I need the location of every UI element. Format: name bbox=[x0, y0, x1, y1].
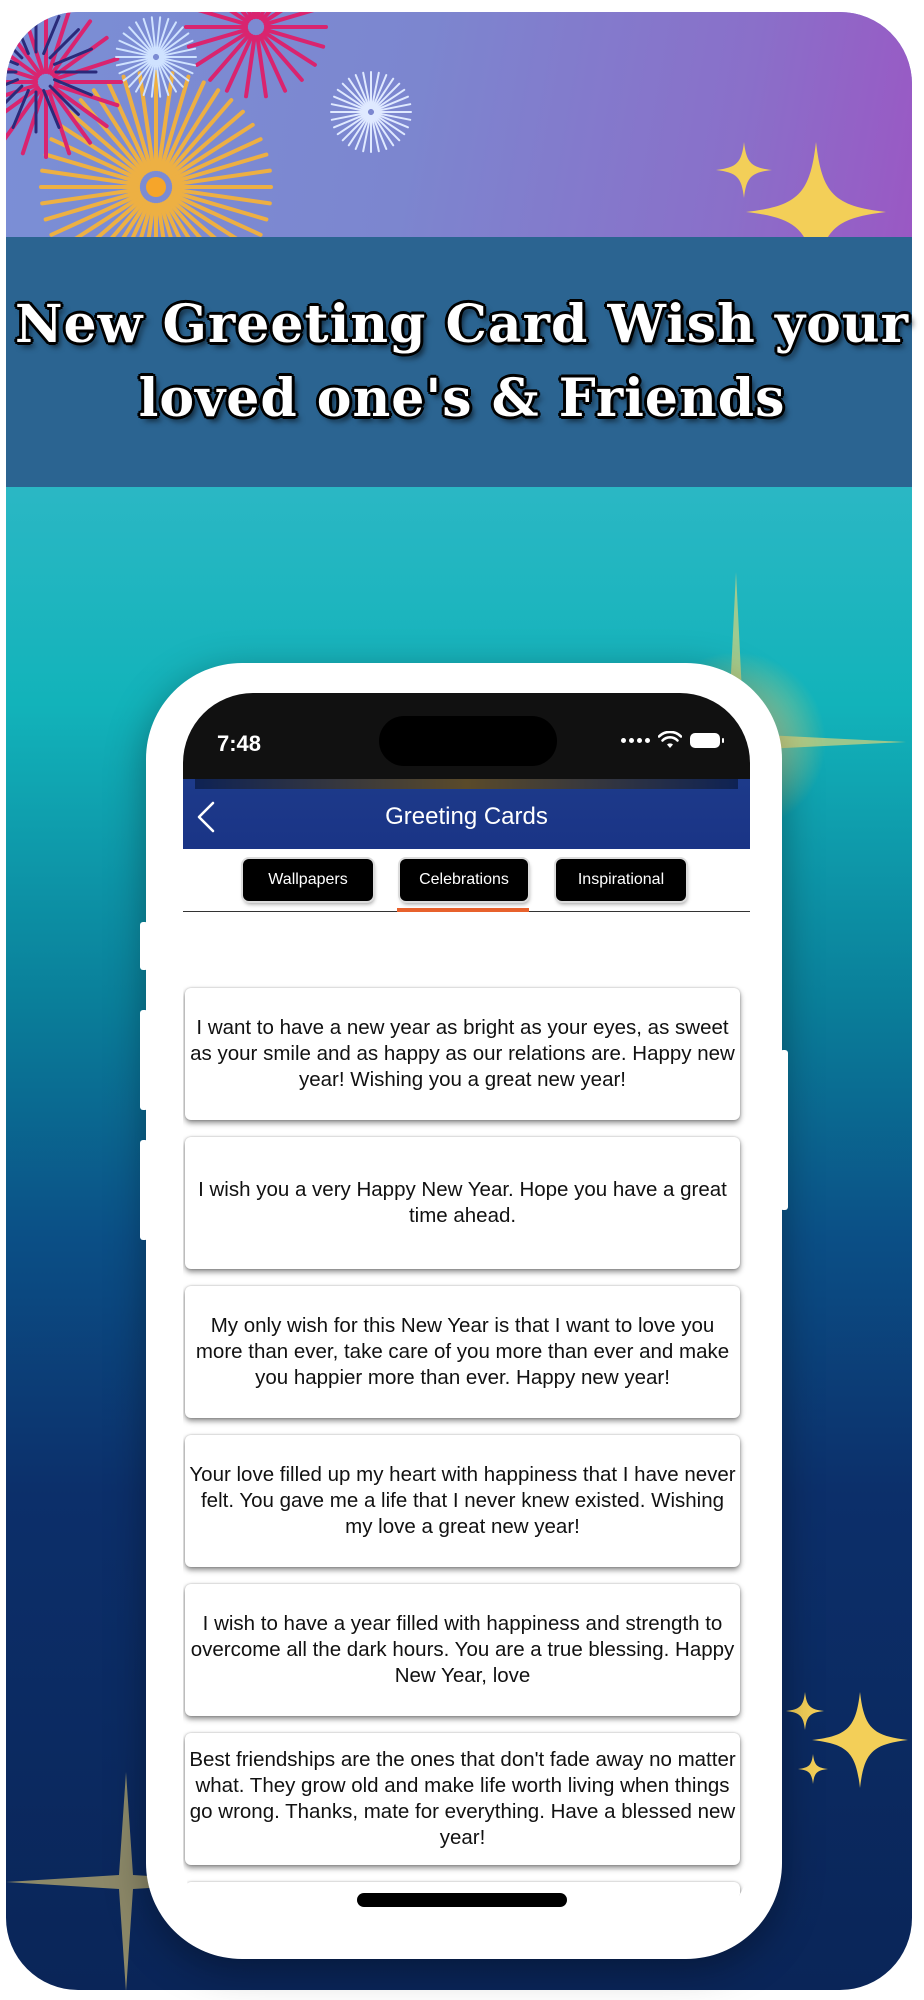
tab-wallpapers[interactable]: Wallpapers bbox=[243, 859, 373, 901]
wifi-icon bbox=[658, 731, 682, 749]
message-card[interactable] bbox=[185, 1435, 740, 1567]
phone-screen bbox=[183, 693, 750, 1928]
battery-icon bbox=[690, 733, 720, 748]
message-card[interactable] bbox=[185, 1584, 740, 1716]
message-card[interactable] bbox=[185, 1286, 740, 1418]
message-text: My only wish for this New Year is that I want to love you more than ever, take care of you more than ever and make you happier more than ever. Happy new year! bbox=[195, 1314, 730, 1389]
tab-inspirational[interactable]: Inspirational bbox=[556, 859, 686, 901]
phone-side-button bbox=[780, 1050, 788, 1210]
sparkle-icon bbox=[716, 142, 772, 198]
message-text: I wish you a very Happy New Year. Hope you have a great time ahead. bbox=[198, 1178, 727, 1227]
active-tab-indicator bbox=[397, 908, 529, 912]
message-card[interactable] bbox=[185, 1733, 740, 1865]
phone-side-button bbox=[140, 922, 148, 970]
headline bbox=[0, 288, 924, 436]
nav-title: Greeting Cards bbox=[385, 803, 548, 830]
phone-side-button bbox=[140, 1010, 148, 1110]
message-text: Your love filled up my heart with happiness that I have never felt. You gave me a life that I never knew existed. Wishing my love a great new year! bbox=[189, 1463, 736, 1538]
headline-line-1: New Greeting Card Wish your bbox=[15, 294, 909, 355]
nav-bar bbox=[183, 779, 750, 849]
message-card[interactable] bbox=[185, 988, 740, 1120]
headline-line-2: loved one's & Friends bbox=[138, 368, 786, 429]
message-card[interactable] bbox=[185, 1137, 740, 1269]
tab-celebrations[interactable]: Celebrations bbox=[400, 859, 528, 901]
phone-side-button bbox=[140, 1140, 148, 1240]
category-tabs bbox=[183, 849, 750, 912]
sparkle-icon bbox=[798, 1754, 828, 1784]
status-icons bbox=[621, 731, 720, 749]
message-text: I wish to have a year filled with happiness and strength to overcome all the dark hours. You are a true blessing. Happy New Year, love bbox=[190, 1612, 735, 1687]
status-bar bbox=[183, 693, 750, 779]
status-time: 7:48 bbox=[217, 731, 262, 756]
signal-icon bbox=[621, 738, 650, 743]
dynamic-island bbox=[379, 716, 557, 766]
small-firework-decoration bbox=[326, 67, 416, 157]
message-text: I want to have a new year as bright as your eyes, as sweet as your smile and as happy as our relations are. Happy new year! Wishing you a great new year! bbox=[190, 1016, 735, 1091]
message-text: Best friendships are the ones that don't fade away no matter what. They grow old and make life worth living when things go wrong. Thanks, mate for everything. Have a blessed new year! bbox=[189, 1748, 736, 1849]
home-indicator[interactable] bbox=[357, 1893, 567, 1907]
nav-header-image-strip bbox=[195, 779, 738, 789]
sparkle-icon bbox=[786, 1692, 824, 1730]
